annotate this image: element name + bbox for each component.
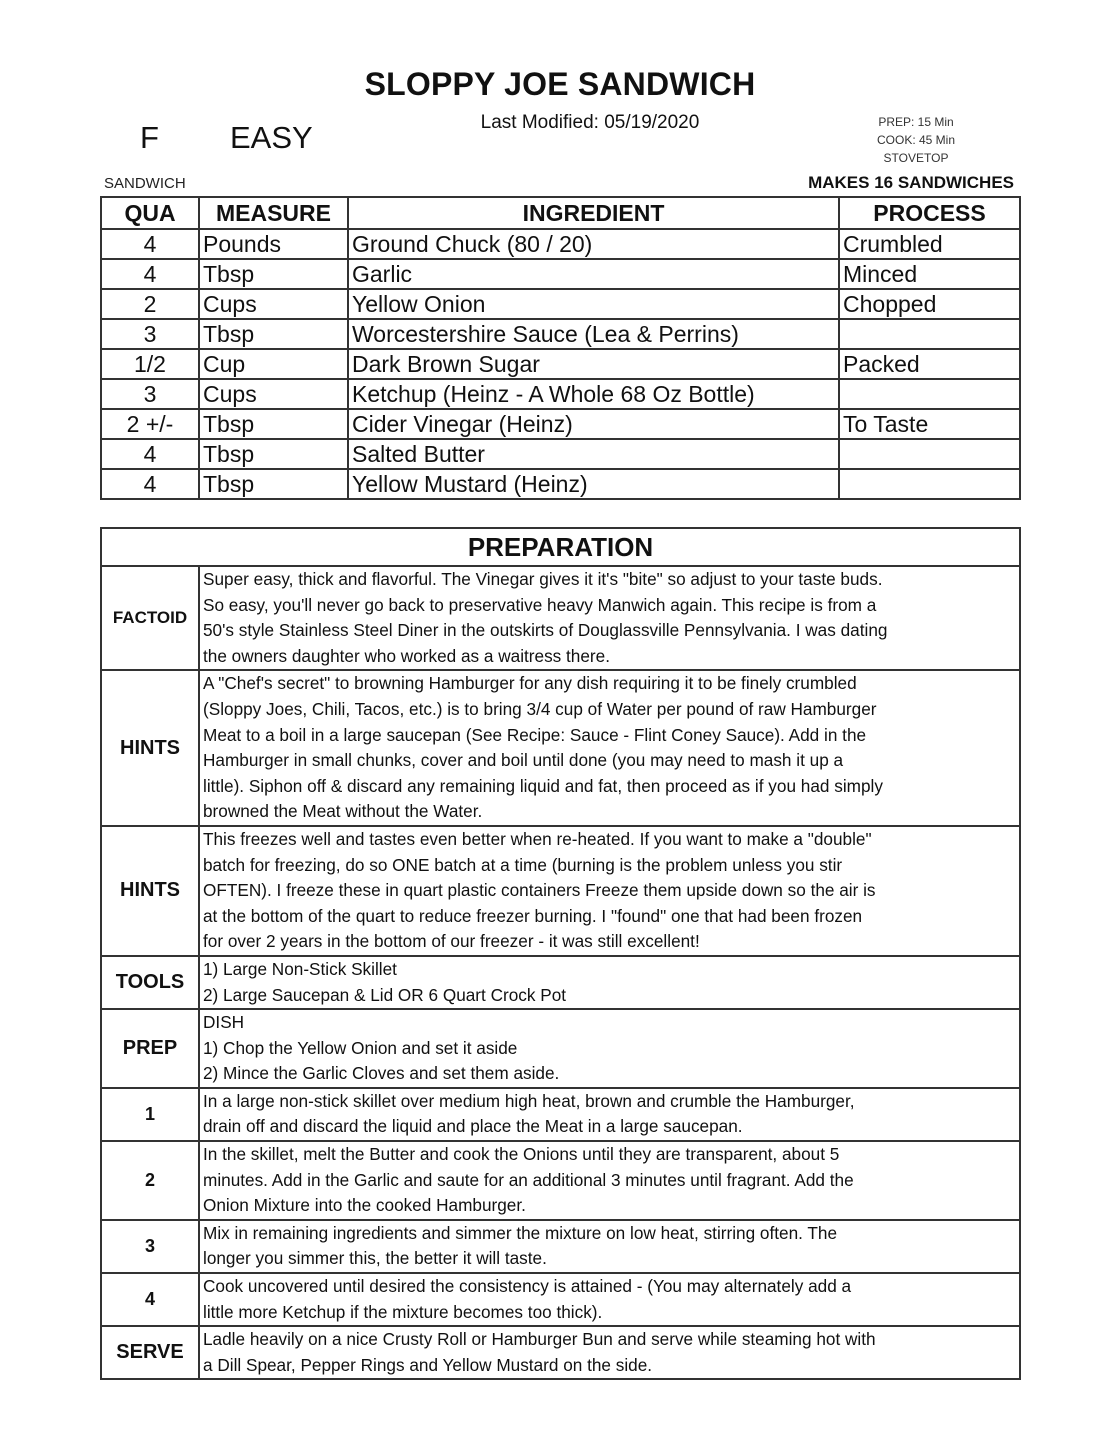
ingredient-name: Ketchup (Heinz - A Whole 68 Oz Bottle) (348, 379, 839, 409)
ingredient-row (101, 379, 1020, 409)
ingredient-name: Yellow Mustard (Heinz) (348, 469, 839, 499)
preparation-table (100, 527, 1021, 1380)
ingredient-process: To Taste (839, 409, 1020, 439)
text-line: In a large non-stick skillet over medium high heat, brown and crumble the Hamburger, (203, 1090, 855, 1111)
ingredient-measure: Tbsp (199, 259, 348, 289)
ingredient-row (101, 439, 1020, 469)
text-line: drain off and discard the liquid and place the Meat in a large saucepan. (203, 1116, 743, 1137)
text-line: OFTEN). I freeze these in quart plastic containers Freeze them upside down so the air is (203, 880, 876, 901)
preparation-section-label: 2 (101, 1141, 199, 1220)
preparation-row (101, 566, 1020, 670)
ingredient-name: Yellow Onion (348, 289, 839, 319)
ingredient-quantity: 4 (101, 229, 199, 259)
text-line: A "Chef's secret" to browning Hamburger for any dish requiring it to be finely crumbled (203, 673, 857, 694)
preparation-row (101, 956, 1020, 1009)
text-line: minutes. Add in the Garlic and saute for an additional 3 minutes until fragrant. Add the (203, 1169, 854, 1190)
ingredient-measure: Tbsp (199, 319, 348, 349)
preparation-section-label: 3 (101, 1220, 199, 1273)
text-line: longer you simmer this, the better it will taste. (203, 1248, 547, 1269)
preparation-section-text (199, 1088, 1020, 1141)
ingredient-process: Crumbled (839, 229, 1020, 259)
text-line: browned the Meat without the Water. (203, 801, 483, 822)
ingredient-quantity: 4 (101, 469, 199, 499)
cook-time: COOK: 45 Min (876, 133, 956, 147)
column-header-process: PROCESS (839, 197, 1020, 229)
ingredient-name: Garlic (348, 259, 839, 289)
ingredient-name: Worcestershire Sauce (Lea & Perrins) (348, 319, 839, 349)
preparation-row (101, 826, 1020, 956)
ingredient-process (839, 319, 1020, 349)
ingredient-measure: Tbsp (199, 469, 348, 499)
preparation-section-text (199, 826, 1020, 956)
preparation-row (101, 1141, 1020, 1220)
ingredient-quantity: 3 (101, 319, 199, 349)
preparation-row (101, 1273, 1020, 1326)
text-line: DISH (203, 1012, 245, 1033)
ingredient-name: Salted Butter (348, 439, 839, 469)
text-line: 1) Chop the Yellow Onion and set it aside (203, 1037, 518, 1058)
ingredient-row (101, 259, 1020, 289)
ingredient-quantity: 2 +/- (101, 409, 199, 439)
ingredient-quantity: 1/2 (101, 349, 199, 379)
ingredient-process: Minced (839, 259, 1020, 289)
text-line: little more Ketchup if the mixture becomes too thick). (203, 1301, 603, 1322)
ingredient-quantity: 2 (101, 289, 199, 319)
ingredient-process: Chopped (839, 289, 1020, 319)
recipe-type: SANDWICH (104, 175, 186, 192)
preparation-section-text (199, 1326, 1020, 1379)
ingredient-quantity: 3 (101, 379, 199, 409)
text-line: 1) Large Non-Stick Skillet (203, 958, 397, 979)
ingredient-row (101, 349, 1020, 379)
text-line: Super easy, thick and flavorful. The Vinegar gives it it's "bite" so adjust to your taste buds. (203, 569, 883, 589)
prep-time: PREP: 15 Min (878, 115, 954, 129)
text-line: the owners daughter who worked as a waitress there. (203, 645, 610, 666)
text-line: Mix in remaining ingredients and simmer the mixture on low heat, stirring often. The (203, 1222, 837, 1243)
cook-method: STOVETOP (883, 151, 949, 165)
preparation-section-label: FACTOID (101, 566, 199, 670)
preparation-section-text (199, 956, 1020, 1009)
text-line: at the bottom of the quart to reduce freezer burning. I "found" one that had been frozen (203, 905, 863, 926)
preparation-heading: PREPARATION (101, 528, 1020, 566)
ingredient-quantity: 4 (101, 439, 199, 469)
column-header-measure: MEASURE (199, 197, 348, 229)
preparation-row (101, 1220, 1020, 1273)
text-line: little). Siphon off & discard any remaining liquid and fat, then proceed as if you had simply (203, 775, 883, 796)
preparation-row (101, 1326, 1020, 1379)
text-line: 2) Mince the Garlic Cloves and set them aside. (203, 1063, 560, 1084)
preparation-heading-row (101, 528, 1020, 566)
text-line: Meat to a boil in a large saucepan (See Recipe: Sauce - Flint Coney Sauce). Add in the (203, 724, 867, 745)
text-line: In the skillet, melt the Butter and cook the Onions until they are transparent, about 5 (203, 1144, 840, 1165)
ingredient-process (839, 439, 1020, 469)
ingredient-name: Ground Chuck (80 / 20) (348, 229, 839, 259)
preparation-row (101, 1088, 1020, 1141)
ingredient-measure: Cups (199, 289, 348, 319)
preparation-section-text (199, 1220, 1020, 1273)
recipe-yield: MAKES 16 SANDWICHES (808, 173, 1014, 192)
ingredients-header-row (101, 197, 1020, 229)
preparation-section-text (199, 1141, 1020, 1220)
preparation-row (101, 1009, 1020, 1088)
preparation-section-text (199, 566, 1020, 670)
ingredient-name: Dark Brown Sugar (348, 349, 839, 379)
ingredient-row (101, 469, 1020, 499)
ingredient-name: Cider Vinegar (Heinz) (348, 409, 839, 439)
text-line: Cook uncovered until desired the consistency is attained - (You may alternately add a (203, 1276, 852, 1297)
ingredients-table (100, 196, 1021, 500)
preparation-section-text (199, 1273, 1020, 1326)
preparation-section-label: SERVE (101, 1326, 199, 1379)
text-line: So easy, you'll never go back to preservative heavy Manwich again. This recipe is from a (203, 594, 877, 615)
text-line: 50's style Stainless Steel Diner in the outskirts of Douglassville Pennsylvania. I was dating (203, 620, 888, 641)
preparation-section-label: TOOLS (101, 956, 199, 1009)
ingredient-quantity: 4 (101, 259, 199, 289)
preparation-section-text (199, 670, 1020, 826)
ingredient-measure: Cup (199, 349, 348, 379)
preparation-section-text (199, 1009, 1020, 1088)
preparation-section-label: HINTS (101, 826, 199, 956)
ingredient-process: Packed (839, 349, 1020, 379)
ingredient-row (101, 289, 1020, 319)
ingredient-measure: Tbsp (199, 409, 348, 439)
ingredient-process (839, 469, 1020, 499)
text-line: 2) Large Saucepan & Lid OR 6 Quart Crock Pot (203, 984, 567, 1005)
column-header-qua: QUA (101, 197, 199, 229)
last-modified-date: Last Modified: 05/19/2020 (480, 112, 700, 133)
text-line: This freezes well and tastes even better when re-heated. If you want to make a "double" (203, 828, 872, 849)
ingredient-process (839, 379, 1020, 409)
preparation-section-label: 1 (101, 1088, 199, 1141)
category-letter: F (140, 120, 159, 155)
ingredient-row (101, 409, 1020, 439)
recipe-title: SLOPPY JOE SANDWICH (364, 66, 756, 102)
preparation-section-label: HINTS (101, 670, 199, 826)
text-line: batch for freezing, do so ONE batch at a time (burning is the problem unless you stir (203, 854, 843, 875)
text-line: (Sloppy Joes, Chili, Tacos, etc.) is to bring 3/4 cup of Water per pound of raw Hamburger (203, 698, 877, 719)
ingredient-row (101, 229, 1020, 259)
text-line: Ladle heavily on a nice Crusty Roll or Hamburger Bun and serve while steaming hot with (203, 1329, 876, 1350)
ingredient-measure: Cups (199, 379, 348, 409)
preparation-section-label: PREP (101, 1009, 199, 1088)
preparation-row (101, 670, 1020, 826)
column-header-ingredient: INGREDIENT (348, 197, 839, 229)
ingredient-measure: Tbsp (199, 439, 348, 469)
text-line: for over 2 years in the bottom of our freezer - it was still excellent! (203, 931, 700, 952)
difficulty-label: EASY (230, 120, 313, 155)
ingredient-row (101, 319, 1020, 349)
text-line: Hamburger in small chunks, cover and boil until done (you may need to mash it up a (203, 750, 844, 771)
text-line: a Dill Spear, Pepper Rings and Yellow Mustard on the side. (203, 1354, 653, 1375)
text-line: Onion Mixture into the cooked Hamburger. (203, 1195, 526, 1216)
preparation-section-label: 4 (101, 1273, 199, 1326)
ingredient-measure: Pounds (199, 229, 348, 259)
time-info (866, 113, 966, 167)
